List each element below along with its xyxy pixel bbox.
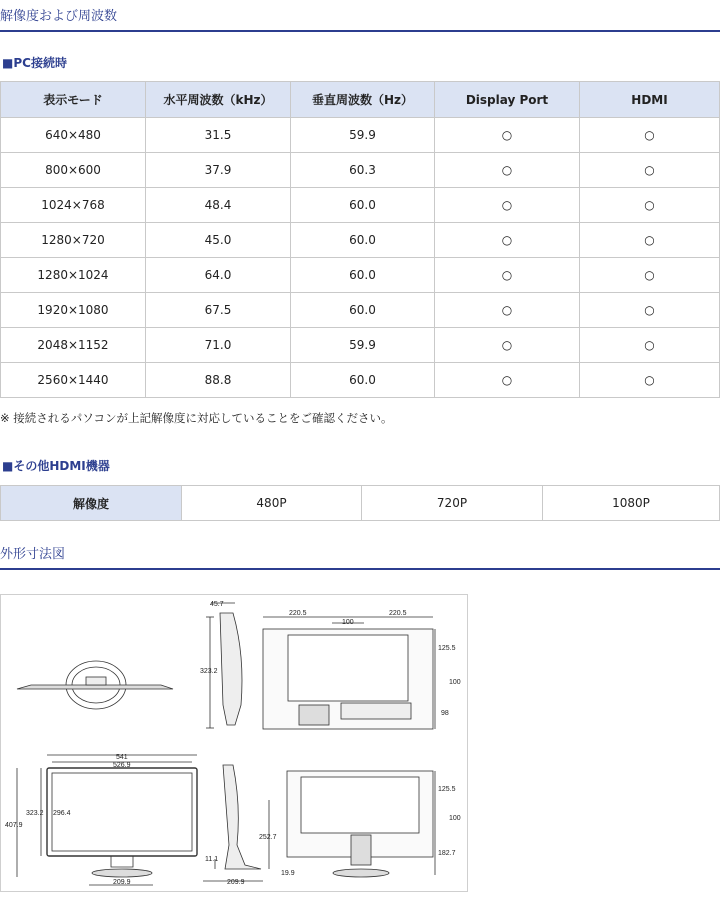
table-cell: 60.0 <box>291 223 435 258</box>
table-cell: 48.4 <box>146 188 291 223</box>
table-row <box>1 486 720 521</box>
dim-side-tilt-b: 19.9 <box>281 870 295 877</box>
header-displayport: Display Port <box>435 82 580 118</box>
dim-front-width: 541 <box>116 754 128 761</box>
dim-back-r2: 100 <box>449 815 461 822</box>
table-cell: 59.9 <box>291 118 435 153</box>
table-row <box>1 188 720 223</box>
table-cell: ○ <box>435 188 580 223</box>
header-display-mode: 表示モード <box>1 82 146 118</box>
dim-front-panel-height: 323.2 <box>26 810 44 817</box>
front-view-drawing <box>17 755 197 885</box>
hdmi-header-resolution: 解像度 <box>1 486 182 521</box>
table-row <box>1 118 720 153</box>
table-row <box>1 293 720 328</box>
table-cell: ○ <box>435 118 580 153</box>
table-cell: 64.0 <box>146 258 291 293</box>
compatibility-note: ※ 接続されるパソコンが上記解像度に対応していることをご確認ください。 <box>0 411 393 425</box>
table-cell: 1024×768 <box>1 188 146 223</box>
table-cell: ○ <box>435 153 580 188</box>
dim-side-top-height: 323.2 <box>200 668 218 675</box>
back-view-bottom-drawing <box>287 771 435 877</box>
table-cell: 60.0 <box>291 363 435 398</box>
table-cell: 45.0 <box>146 223 291 258</box>
table-cell: 60.3 <box>291 153 435 188</box>
table-cell: 88.8 <box>146 363 291 398</box>
side-view-bottom-drawing <box>203 765 269 881</box>
table-cell: 31.5 <box>146 118 291 153</box>
table-cell: ○ <box>580 258 720 293</box>
table-cell: 59.9 <box>291 328 435 363</box>
table-cell: ○ <box>435 293 580 328</box>
table-cell: ○ <box>435 258 580 293</box>
table-cell: ○ <box>435 363 580 398</box>
table-cell: 71.0 <box>146 328 291 363</box>
table-cell: 60.0 <box>291 188 435 223</box>
table-cell: ○ <box>580 223 720 258</box>
table-cell: ○ <box>580 118 720 153</box>
header-hdmi: HDMI <box>580 82 720 118</box>
table-cell: 1280×720 <box>1 223 146 258</box>
table-row <box>1 363 720 398</box>
table-cell: ○ <box>580 293 720 328</box>
dim-side-top-depth: 45.7 <box>210 601 224 608</box>
dim-back-top-r1: 125.5 <box>438 645 456 652</box>
hdmi-1080p: 1080P <box>543 486 720 521</box>
dim-back-top-left: 220.5 <box>289 610 307 617</box>
section-title-resolution: 解像度および周波数 <box>0 2 720 32</box>
table-cell: ○ <box>435 223 580 258</box>
header-vertical-freq: 垂直周波数（Hz） <box>291 82 435 118</box>
table-cell: 2560×1440 <box>1 363 146 398</box>
dim-front-base: 209.9 <box>113 879 131 886</box>
side-view-top-drawing <box>206 603 242 728</box>
dim-back-top-vesa: 100 <box>342 619 354 626</box>
table-cell: 37.9 <box>146 153 291 188</box>
dim-back-top-r3: 98 <box>441 710 449 717</box>
table-cell: ○ <box>580 328 720 363</box>
table-cell: ○ <box>580 153 720 188</box>
dim-back-top-right: 220.5 <box>389 610 407 617</box>
table-header-row <box>1 82 720 118</box>
dim-side-lift: 252.7 <box>259 834 277 841</box>
table-cell: 60.0 <box>291 293 435 328</box>
dim-back-top-r2: 100 <box>449 679 461 686</box>
table-cell: 800×600 <box>1 153 146 188</box>
table-cell: 67.5 <box>146 293 291 328</box>
pc-table-body <box>1 118 720 398</box>
top-view-drawing <box>17 661 173 709</box>
hdmi-resolution-table <box>0 485 720 521</box>
hdmi-480p: 480P <box>182 486 362 521</box>
hdmi-720p: 720P <box>362 486 543 521</box>
table-row <box>1 328 720 363</box>
table-cell: 640×480 <box>1 118 146 153</box>
dim-side-base: 209.9 <box>227 879 245 886</box>
table-row <box>1 223 720 258</box>
dim-front-view-width: 526.9 <box>113 762 131 769</box>
hdmi-subtitle: ■その他HDMI機器 <box>2 459 110 473</box>
dim-side-tilt-a: 11.1 <box>205 856 219 863</box>
dimension-diagram <box>0 594 468 892</box>
header-horizontal-freq: 水平周波数（kHz） <box>146 82 291 118</box>
pc-resolution-table <box>0 81 720 398</box>
dim-front-view-height: 296.4 <box>53 810 71 817</box>
table-cell: 60.0 <box>291 258 435 293</box>
table-cell: 1920×1080 <box>1 293 146 328</box>
pc-subtitle: ■PC接続時 <box>2 56 67 70</box>
table-cell: 2048×1152 <box>1 328 146 363</box>
dim-back-r3: 182.7 <box>438 850 456 857</box>
section-title-dimensions: 外形寸法図 <box>0 540 720 570</box>
dim-back-r1: 125.5 <box>438 786 456 793</box>
dim-front-total-height: 407.9 <box>5 822 23 829</box>
back-view-top-drawing <box>263 617 435 729</box>
dimension-drawing <box>1 595 467 891</box>
table-cell: ○ <box>580 363 720 398</box>
table-cell: ○ <box>435 328 580 363</box>
table-row <box>1 153 720 188</box>
table-cell: 1280×1024 <box>1 258 146 293</box>
table-row <box>1 258 720 293</box>
table-cell: ○ <box>580 188 720 223</box>
